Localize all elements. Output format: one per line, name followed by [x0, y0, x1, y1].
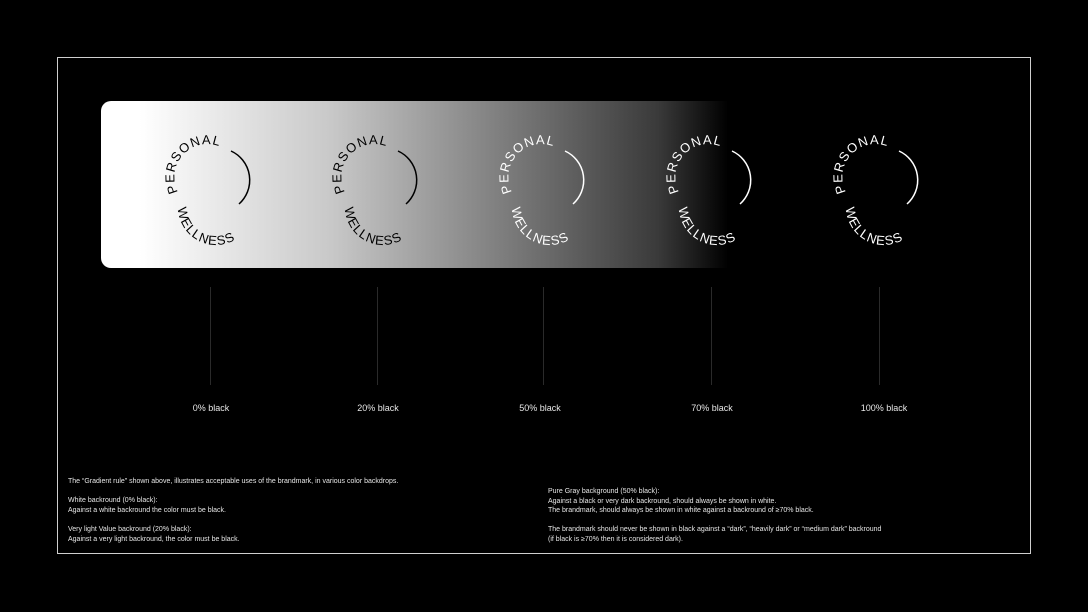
- brandmark-word-bottom: WELLNESS: [508, 205, 572, 249]
- brandmark-logo: [162, 132, 258, 249]
- notes-right: [548, 487, 1018, 545]
- brandmark-70-percent: [663, 132, 759, 249]
- brandmark-word-top: PERSONAL: [162, 132, 223, 197]
- swatch-connector-line: [879, 287, 880, 385]
- note-gray-title: Pure Gray background (50% black):: [548, 488, 660, 495]
- note-white-body: Against a white backround the color must be black.: [68, 506, 226, 514]
- swatch-label-100: 100% black: [860, 403, 908, 413]
- swatch-connector-line: [543, 287, 544, 385]
- swatch-label-20: 20% black: [357, 403, 399, 413]
- brandmark-word-top: PERSONAL: [830, 132, 891, 197]
- brandmark-logo: [496, 132, 592, 249]
- svg-text:PERSONAL: [663, 132, 724, 196]
- brandmark-word-bottom: WELLNESS: [341, 205, 405, 249]
- swatch-label-70: 70% black: [691, 403, 733, 413]
- swatch-connector-line: [377, 287, 378, 385]
- note-light-body: Against a very light backround, the color must be black.: [68, 535, 240, 543]
- brandmark-20-percent: [329, 132, 425, 249]
- swatch-label-0: 0% black: [192, 403, 230, 413]
- brandmark-word-top: PERSONAL: [663, 132, 724, 197]
- note-white-title: White backround (0% black):: [68, 497, 158, 505]
- svg-text:PERSONAL: [162, 132, 223, 196]
- note-never-line1: The brandmark should never be shown in black against a “dark”, “heavily dark” or “medium dark” backround: [548, 526, 882, 534]
- swatch-label-50: 50% black: [519, 403, 561, 413]
- swatch-connector-line: [711, 287, 712, 385]
- brandmark-logo: [663, 132, 759, 249]
- notes-left: [68, 477, 508, 544]
- note-gray-line1: Against a black or very dark backround, should always be shown in white.: [548, 497, 777, 505]
- brandmark-logo: [830, 132, 926, 249]
- brandmark-word-bottom: WELLNESS: [675, 205, 739, 249]
- note-light-title: Very light Value backround (20% black):: [68, 525, 192, 533]
- svg-text:PERSONAL: [329, 132, 390, 196]
- note-intro: The “Gradient rule” shown above, illustrates acceptable uses of the brandmark, in various color backdrops.: [68, 478, 399, 485]
- svg-text:PERSONAL: [830, 132, 891, 196]
- brandmark-word-top: PERSONAL: [496, 132, 557, 197]
- brandmark-logo: [329, 132, 425, 249]
- swatch-connector-line: [210, 287, 211, 385]
- note-gray-line2: The brandmark, should always be shown in white against a backround of ≥70% black.: [548, 507, 814, 515]
- brandmark-word-top: PERSONAL: [329, 132, 390, 197]
- note-never-line2: (if black is ≥70% then it is considered dark).: [548, 535, 683, 543]
- brandmark-word-bottom: WELLNESS: [842, 205, 906, 249]
- brandmark-100-percent: [830, 132, 926, 249]
- brandmark-word-bottom: WELLNESS: [174, 205, 238, 249]
- svg-text:PERSONAL: [496, 132, 557, 196]
- brandmark-0-percent: [162, 132, 258, 249]
- brandmark-50-percent: [496, 132, 592, 249]
